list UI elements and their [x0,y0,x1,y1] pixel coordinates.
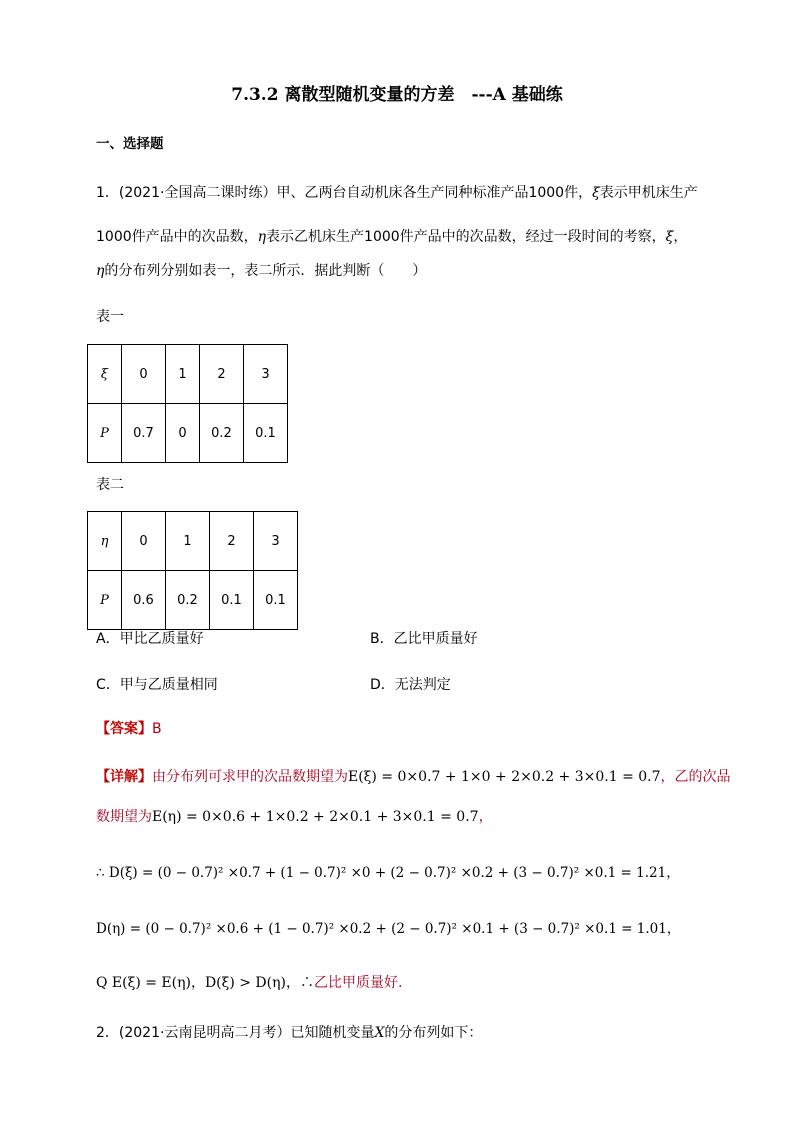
q1-line1-text: 1．(2021·全国高二课时练）甲、乙两台自动机床各生产同种标准产品1000件， [96,185,593,201]
table-cell: 2 [210,512,254,571]
distribution-table-1 [87,344,288,463]
page-title: 7.3.2 离散型随机变量的方差 ---A 基础练 [231,85,563,105]
expectation-xi: E(ξ) = 0×0.7 + 1×0 + 2×0.2 + 3×0.1 = 0.7 [348,769,661,785]
table-row [88,571,298,630]
answer-line [96,718,162,740]
conclusion-line [96,972,402,994]
table1-label: 表一 [96,309,124,325]
table-cell: ξ [88,345,122,404]
table2-label: 表二 [96,477,124,493]
conclusion-text: 乙比甲质量好. [313,975,403,991]
detail1-text-a: 由分布列可求甲的次品数期望为 [152,769,348,785]
xi-symbol: ξ [592,185,600,201]
table-cell: 0.1 [254,571,298,630]
table-row [88,404,288,463]
q2-line1 [96,1022,482,1044]
table-cell: 0.7 [122,404,166,463]
q1-line2 [96,226,687,248]
distribution-table-2 [87,511,298,630]
table-cell: 0 [122,345,166,404]
q1-line1-tail: 表示甲机床生产 [599,185,698,201]
table-cell: 0.1 [244,404,288,463]
table-cell: 2 [200,345,244,404]
table-cell: P [88,404,122,463]
variance-eta: D(η) = (0 − 0.7)² ×0.6 + (1 − 0.7)² ×0.2 + (2 − 0.7)² ×0.1 + (3 − 0.7)² ×0.1 = 1.01， [96,921,681,937]
table-cell: 3 [254,512,298,571]
table-cell: 0.2 [200,404,244,463]
option-b: B．乙比甲质量好 [370,631,478,647]
table-cell: 0 [122,512,166,571]
detail-line1 [96,766,731,788]
expectation-eta: E(η) = 0×0.6 + 1×0.2 + 2×0.1 + 3×0.1 = 0.7 [152,809,479,825]
option-c: C．甲与乙质量相同 [96,677,218,693]
q1-line2-b: 表示乙机床生产1000件产品中的次品数，经过一段时间的考察， [266,229,666,245]
table-cell: 1 [166,345,200,404]
q1-line3 [96,260,426,282]
x-symbol: X [374,1025,385,1041]
section-heading: 一、选择题 [96,136,164,152]
conclusion-math: Q E(ξ) = E(η)，D(ξ) > D(η)，∴ [96,975,314,991]
variance-xi: ∴ D(ξ) = (0 − 0.7)² ×0.7 + (1 − 0.7)² ×0 + (2 − 0.7)² ×0.2 + (3 − 0.7)² ×0.1 = 1.21， [96,865,680,881]
q1-line2-c: ， [673,229,688,245]
eta-symbol: η [96,263,105,279]
q2-line1-a: 2．(2021·云南昆明高二月考）已知随机变量 [96,1025,375,1041]
answer-tag: 【答案】 [96,721,152,737]
detail2-text-a: 数期望为 [96,809,152,825]
answer-value: B [152,721,162,737]
table-cell: 0.6 [122,571,166,630]
table-row [88,512,298,571]
detail1-text-b: ，乙的次品 [660,769,731,785]
table-cell: η [88,512,122,571]
q2-line1-b: 的分布列如下： [384,1025,483,1041]
q1-line3-b: 的分布列分别如表一，表二所示．据此判断（ ） [104,263,427,279]
xi-symbol: ξ [665,229,674,245]
eta-symbol: η [257,229,267,245]
table-cell: 0 [166,404,200,463]
option-d: D．无法判定 [370,677,451,693]
table-cell: 3 [244,345,288,404]
table-row [88,345,288,404]
q1-line2-a: 1000件产品中的次品数， [96,229,258,245]
table-cell: P [88,571,122,630]
detail-tag: 【详解】 [96,769,152,785]
table-cell: 0.2 [166,571,210,630]
table-cell: 1 [166,512,210,571]
option-a: A．甲比乙质量好 [96,631,204,647]
detail-line2 [96,806,493,828]
q1-line1 [96,182,698,204]
table-cell: 0.1 [210,571,254,630]
detail2-text-b: ， [478,809,493,825]
